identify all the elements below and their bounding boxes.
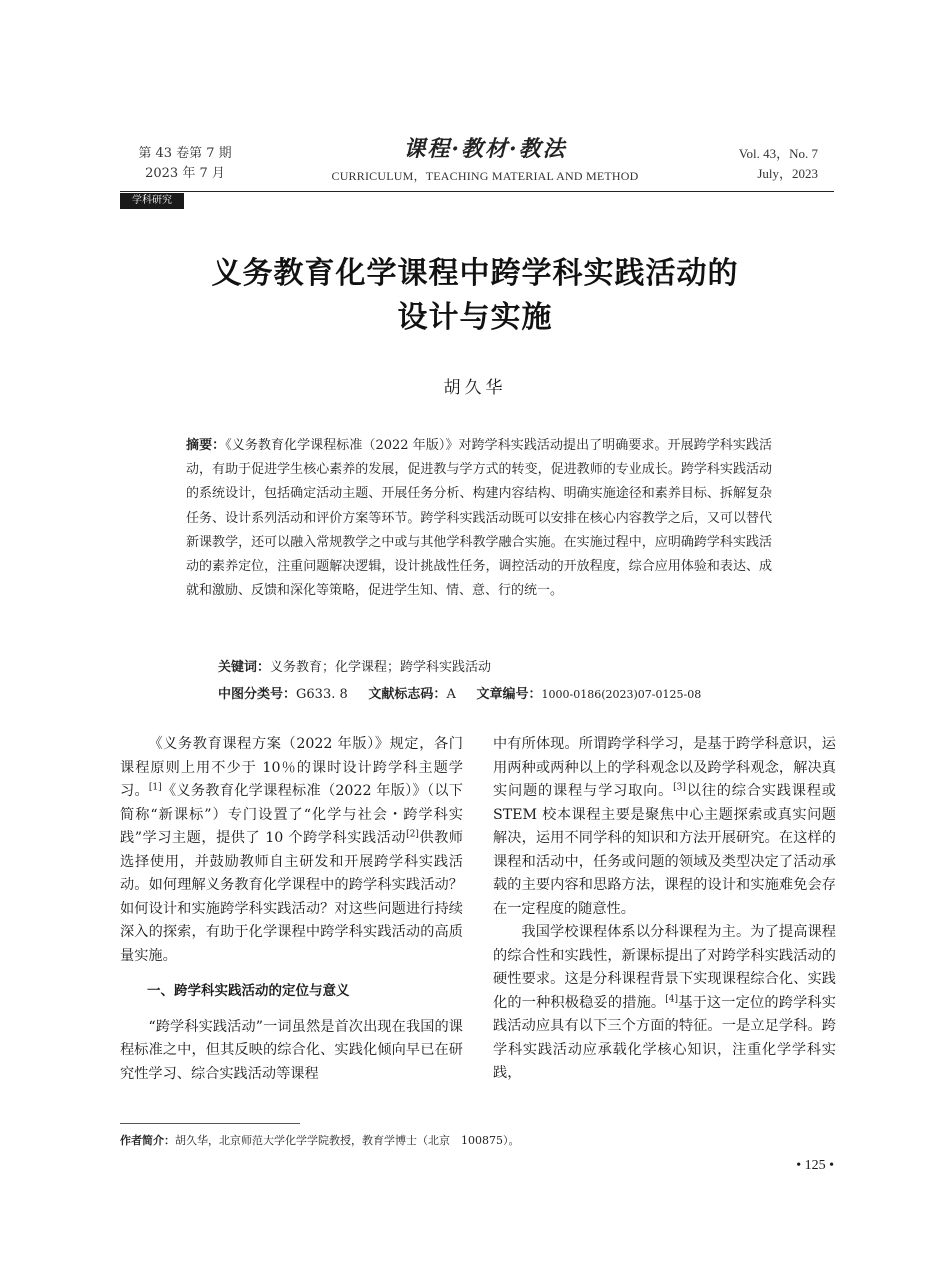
text-run: 《义务教育课程方案（2022 年版）》规定，各门课程原则上用不少于 10％的课时设计跨学科主题学习。 — [120, 736, 463, 799]
text-run: 中有所体现。所谓跨学科学习，是基于跨学科意识，运用两种或两种以上的学科观念以及跨学科观念，解决真实问题的课程与学习取向。 — [493, 736, 836, 799]
journal-masthead — [300, 132, 670, 184]
volume-en: Vol. 43，No. 7 — [738, 146, 818, 161]
body-column-left — [120, 733, 463, 1086]
classification — [218, 683, 701, 702]
title-line-1: 义务教育化学课程中跨学科实践活动的 — [211, 256, 739, 291]
text-run: 《义务教育化学课程标准（2022 年版）》（以下简称“新课标”）专门设置了“化学与社会・跨学科实践”学习主题，提供了 10 个跨学科实践活动 — [120, 783, 463, 846]
body-column-right — [493, 733, 836, 1086]
abstract-text: 《义务教育化学课程标准（2022 年版）》对跨学科实践活动提出了明确要求。开展跨学科实践活动，有助于促进学生核心素养的发展，促进教与学方式的转变，促进教师的专业成长。跨学科实践活动的系统设计，包括确定活动主题、开展任务分析、构建内容结构、明确实施途径和素养目标、拆解复杂任务、设计系列活动和评价方案等环节。跨学科实践活动既可以安排在核心内容教学之后，又可以替代新课教学，还可以融入常规教学之中或与其他学科教学融合实施。在实施过程中，应明确跨学科实践活动的素养定位，注重问题解决逻辑，设计挑战性任务，调控活动的开放程度，综合应用体验和表达、成就和激励、反馈和深化等策略，促进学生知、情、意、行的统一。 — [186, 438, 772, 599]
issue-info-en — [700, 144, 818, 184]
paragraph — [493, 733, 836, 921]
keywords-label: 关键词： — [218, 660, 271, 675]
text-run: 基于这一定位的跨学科实践活动应具有以下三个方面的特征。一是立足学科。跨学科实践活动应承载化学核心知识，注重化学学科实践， — [493, 994, 836, 1081]
citation-ref[interactable]: [4] — [665, 993, 679, 1004]
keywords — [218, 656, 491, 675]
article-title — [100, 252, 850, 340]
issue-volume: 第 43 卷第 7 期 — [138, 146, 232, 161]
citation-ref[interactable]: [2] — [406, 829, 419, 840]
keywords-text: 义务教育；化学课程；跨学科实践活动 — [270, 660, 492, 675]
abstract-label: 摘要： — [186, 438, 226, 453]
title-line-2: 设计与实施 — [397, 300, 553, 335]
footnote-rule — [120, 1123, 300, 1124]
page-number: • 125 • — [796, 1158, 834, 1173]
text-run: 供教师选择使用，并鼓励教师自主研发和开展跨学科实践活动。如何理解义务教育化学课程中的跨学科实践活动？如何设计和实施跨学科实践活动？对这些问题进行持续深入的探索，有助于化学课程中跨学科实践活动的高质量实施。 — [120, 830, 463, 964]
clc-label: 中图分类号： — [218, 687, 297, 702]
text-run: 以往的综合实践课程或 STEM 校本课程主要是聚焦中心主题探索或真实问题解决，运用不同学科的知识和方法开展研究。在这样的课程和活动中，任务或问题的领域及类型决定了活动承载的主要内容和思路方法，课程的设计和实施难免会存在一定程度的随意性。 — [493, 783, 836, 917]
paragraph — [120, 733, 463, 968]
issue-date: 2023 年 7 月 — [145, 166, 225, 181]
journal-name-en: CURRICULUM，TEACHING MATERIAL AND METHOD — [331, 169, 639, 183]
doc-code-label: 文献标志码： — [368, 687, 447, 702]
paragraph — [493, 921, 836, 1086]
date-en: July，2023 — [757, 166, 818, 181]
article-no-value: 1000-0186(2023)07-0125-08 — [541, 688, 702, 701]
citation-ref[interactable]: [3] — [673, 782, 686, 793]
author-name: 胡久华 — [443, 378, 507, 398]
section-tag: 学科研究 — [120, 193, 184, 209]
article-no-label: 文章编号： — [476, 687, 542, 702]
section-heading: 一、跨学科实践活动的定位与意义 — [147, 983, 350, 999]
abstract — [186, 434, 772, 603]
header-rule — [120, 191, 834, 192]
footnote-text: 胡久华，北京师范大学化学学院教授，教育学博士（北京 100875）。 — [175, 1134, 520, 1147]
issue-info — [120, 144, 250, 184]
footnote-label: 作者简介： — [120, 1134, 175, 1147]
citation-ref[interactable]: [1] — [148, 782, 162, 793]
journal-name-cn: 课程·教材·教法 — [403, 136, 567, 162]
text-run: 我国学校课程体系以分科课程为主。为了提高课程的综合性和实践性，新课标提出了对跨学科实践活动的硬性要求。这是分科课程背景下实现课程综合化、实践化的一种积极稳妥的措施。 — [493, 924, 836, 1011]
author-footnote — [120, 1132, 834, 1148]
clc-value: G633. 8 — [296, 687, 348, 702]
doc-code-value: A — [446, 687, 456, 702]
paragraph: “跨学科实践活动”一词虽然是首次出现在我国的课程标准之中，但其反映的综合化、实践化倾向早已在研究性学习、综合实践活动等课程 — [120, 1018, 463, 1082]
